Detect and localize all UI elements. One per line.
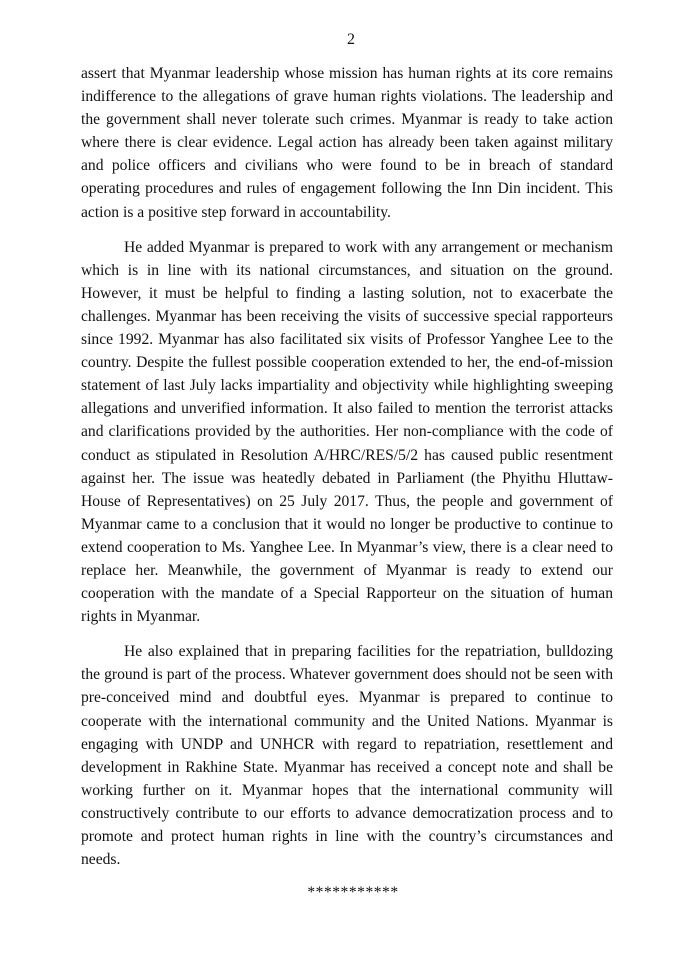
paragraph-repatriation: He also explained that in preparing facilities for the repatriation, bulldozing the ground is part of the process. Whatever government does should not be seen with pre-conceived mind and doubtful eyes. Myanmar is prepared to continue to cooperate with the international community and the United Nations. Myanmar is engaging with UNDP and UNHCR with regard to repatriation, resettlement and development in Rakhine State. Myanmar has received a concept note and shall be working further on it. Myanmar hopes that the international community will constructively contribute to our efforts to advance democratization process and to promote and protect human rights in line with the country’s circumstances and needs. — [81, 643, 613, 869]
page-number: 2 — [347, 31, 355, 48]
paragraph-cooperation-mechanism: He added Myanmar is prepared to work with any arrangement or mechanism which is in line with its national circumstances, and situation on the ground. However, it must be helpful to finding a lasting solution, not to exacerbate the challenges. Myanmar has been receiving the visits of successive special rapporteurs since 1992. Myanmar has also facilitated six visits of Professor Yanghee Lee to the country. Despite the fullest possible cooperation extended to her, the end-of-mission statement of last July lacks impartiality and objectivity while highlighting sweeping allegations and unverified information. It also failed to mention the terrorist attacks and clarifications provided by the authorities. Her non-compliance with the code of conduct as stipulated in Resolution A/HRC/RES/5/2 has caused public resentment against her. The issue was heatedly debated in Parliament (the Phyithu Hluttaw-House of Representatives) on 25 July 2017. Thus, the people and government of Myanmar came to a conclusion that it would no longer be productive to continue to extend cooperation to Ms. Yanghee Lee. In Myanmar’s view, there is a clear need to replace her. Meanwhile, the government of Myanmar is ready to extend our cooperation with the mandate of a Special Rapporteur on the situation of human rights in Myanmar. — [81, 238, 613, 626]
paragraph-continuation: assert that Myanmar leadership whose mission has human rights at its core remains indifference to the allegations of grave human rights violations. The leadership and the government shall never tolerate such crimes. Myanmar is ready to take action where there is clear evidence. Legal action has already been taken against military and police officers and civilians who were found to be in breach of standard operating procedures and rules of engagement following the Inn Din incident. This action is a positive step forward in accountability. — [81, 65, 613, 221]
end-of-document-mark: *********** — [307, 884, 399, 902]
